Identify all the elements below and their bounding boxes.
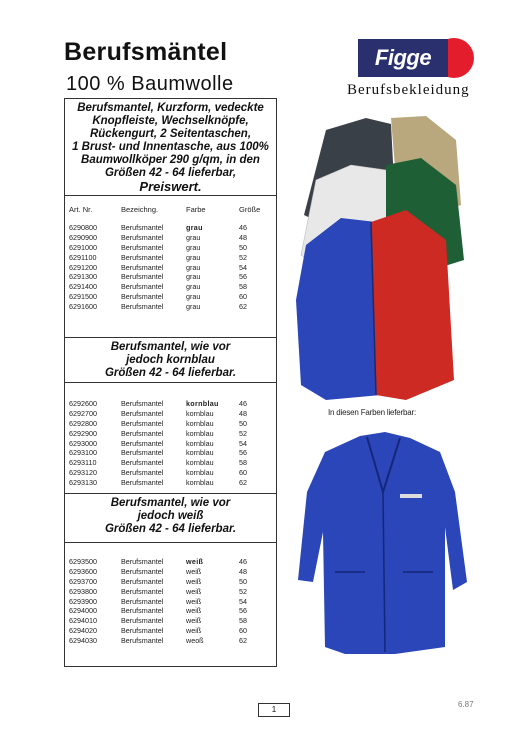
farbe-cell: grau [186,242,201,252]
groesse-cell: 62 [239,302,247,312]
section-description [65,493,276,543]
table-row [65,577,276,587]
art-nr-cell: 6290800 [69,223,97,232]
groesse-cell: 46 [239,399,247,408]
bezeichnung-cell: Berufsmantel [121,557,164,566]
farbe-cell: weiß [186,626,202,636]
table-row [65,636,276,646]
groesse-cell: 62 [239,478,247,488]
table-row [65,253,276,263]
bezeichnung-cell: Berufsmantel [121,606,164,616]
table-row [65,587,276,597]
coat-body [298,432,467,654]
table-row [65,597,276,607]
table-row [65,626,276,636]
desc-line: Baumwollköper 290 g/qm, in den [81,154,260,166]
groesse-cell: 52 [239,428,247,438]
desc-line: Berufsmantel, wie vor [110,497,231,509]
art-nr-cell: 6293700 [69,576,97,586]
art-nr-cell: 6294000 [69,606,97,616]
art-nr-cell: 6294020 [69,626,97,636]
table-row [65,282,276,292]
groesse-cell: 62 [239,636,247,646]
bezeichnung-cell: Berufsmantel [121,478,164,488]
brand-tagline: Berufsbekleidung [347,82,470,98]
table-row [65,223,276,233]
art-nr-cell: 6290900 [69,232,97,242]
groesse-cell: 54 [239,596,247,606]
page-subtitle: 100 % Baumwolle [66,73,234,95]
section-description [65,337,276,383]
table-header [65,203,276,217]
bezeichnung-cell: Berufsmantel [121,576,164,586]
bezeichnung-cell: Berufsmantel [121,448,164,458]
bezeichnung-cell: Berufsmantel [121,586,164,596]
art-nr-cell: 6291600 [69,302,97,312]
groesse-cell: 60 [239,292,247,302]
farbe-cell: kornblau [186,478,214,488]
farbe-cell: weiß [186,566,202,576]
bezeichnung-cell: Berufsmantel [121,566,164,576]
coat-red [371,210,454,400]
art-nr-cell: 6293000 [69,438,97,448]
col-farbe: Farbe [186,205,206,214]
groesse-cell: 48 [239,232,247,242]
table-row [65,292,276,302]
table-row [65,478,276,488]
art-nr-cell: 6293130 [69,478,97,488]
farbe-cell: kornblau [186,448,214,458]
logo-wordmark: Figge [358,39,448,77]
farbe-cell: weiß [186,606,202,616]
groesse-cell: 58 [239,458,247,468]
desc-line: Knopfleiste, Wechselknöpfe, [92,115,249,127]
groesse-cell: 50 [239,418,247,428]
groesse-cell: 48 [239,566,247,576]
farbe-cell: grau [186,302,201,312]
bezeichnung-cell: Berufsmantel [121,468,164,478]
table-row [65,468,276,478]
bezeichnung-cell: Berufsmantel [121,616,164,626]
desc-line: Größen 42 - 64 lieferbar. [104,367,237,379]
groesse-cell: 48 [239,408,247,418]
desc-highlight: Preiswert. [139,179,202,194]
bezeichnung-cell: Berufsmantel [121,418,164,428]
bezeichnung-cell: Berufsmantel [121,282,164,292]
groesse-cell: 60 [239,468,247,478]
table-row [65,429,276,439]
farbe-cell: grau [186,232,201,242]
coat-blue [296,218,381,400]
table-row [65,302,276,312]
pen-clip [400,494,422,498]
table-row [65,448,276,458]
desc-line: Größen 42 - 64 lieferbar, [104,167,237,179]
art-nr-cell: 6293900 [69,596,97,606]
groesse-cell: 58 [239,282,247,292]
table-row [65,567,276,577]
table-row [65,606,276,616]
bezeichnung-cell: Berufsmantel [121,242,164,252]
desc-line: 1 Brust- und Innentasche, aus 100% [72,141,269,153]
groesse-cell: 46 [239,223,247,232]
art-nr-cell: 6293110 [69,458,97,468]
bezeichnung-cell: Berufsmantel [121,458,164,468]
desc-line: Berufsmantel, Kurzform, vedeckte [77,102,264,114]
bezeichnung-cell: Berufsmantel [121,408,164,418]
col-art-nr: Art. Nr. [69,205,93,214]
art-nr-cell: 6292600 [69,399,97,408]
farbe-cell: grau [186,282,201,292]
table-row [65,233,276,243]
desc-line: Größen 42 - 64 lieferbar. [104,523,237,535]
groesse-cell: 58 [239,616,247,626]
farbe-cell: kornblau [186,428,214,438]
art-nr-cell: 6293600 [69,566,97,576]
table-row [65,458,276,468]
desc-line: jedoch weiß [137,510,204,522]
coat-colors-image [296,110,466,400]
farbe-cell: kornblau [186,418,214,428]
farbe-cell: weiß [186,586,202,596]
desc-line: Berufsmantel, wie vor [110,341,231,353]
groesse-cell: 54 [239,262,247,272]
product-rows [65,399,276,488]
farbe-cell: kornblau [186,408,214,418]
table-row [65,439,276,449]
groesse-cell: 56 [239,606,247,616]
art-nr-cell: 6292900 [69,428,97,438]
art-nr-cell: 6293800 [69,586,97,596]
col-groesse: Größe [239,205,261,214]
figge-logo [358,38,476,78]
art-nr-cell: 6293120 [69,468,97,478]
product-rows [65,557,276,646]
page-reference: 6.87 [458,700,474,709]
bezeichnung-cell: Berufsmantel [121,636,164,646]
groesse-cell: 46 [239,557,247,566]
farbe-cell: weiß [186,557,204,566]
bezeichnung-cell: Berufsmantel [121,292,164,302]
art-nr-cell: 6294030 [69,636,97,646]
table-row [65,409,276,419]
art-nr-cell: 6291400 [69,282,97,292]
groesse-cell: 52 [239,586,247,596]
art-nr-cell: 6292700 [69,408,97,418]
table-row [65,263,276,273]
bezeichnung-cell: Berufsmantel [121,626,164,636]
table-row [65,616,276,626]
bezeichnung-cell: Berufsmantel [121,302,164,312]
bezeichnung-cell: Berufsmantel [121,252,164,262]
art-nr-cell: 6292800 [69,418,97,428]
farbe-cell: weoß [186,636,204,646]
art-nr-cell: 6291000 [69,242,97,252]
bezeichnung-cell: Berufsmantel [121,223,164,232]
table-row [65,272,276,282]
farbe-cell: grau [186,272,201,282]
table-row [65,557,276,567]
farbe-cell: grau [186,252,201,262]
art-nr-cell: 6294010 [69,616,97,626]
table-row [65,399,276,409]
page-number: 1 [258,703,290,717]
groesse-cell: 50 [239,576,247,586]
groesse-cell: 60 [239,626,247,636]
farbe-cell: weiß [186,616,202,626]
art-nr-cell: 6291500 [69,292,97,302]
farbe-cell: kornblau [186,468,214,478]
product-panel [64,98,277,667]
bezeichnung-cell: Berufsmantel [121,272,164,282]
bezeichnung-cell: Berufsmantel [121,438,164,448]
groesse-cell: 56 [239,448,247,458]
groesse-cell: 50 [239,242,247,252]
farbe-cell: weiß [186,576,202,586]
art-nr-cell: 6291200 [69,262,97,272]
farbe-cell: kornblau [186,399,219,408]
groesse-cell: 56 [239,272,247,282]
table-row [65,419,276,429]
bezeichnung-cell: Berufsmantel [121,596,164,606]
image-caption: In diesen Farben lieferbar: [328,408,416,417]
col-bezeichnung: Bezeichng. [121,205,159,214]
farbe-cell: grau [186,292,201,302]
farbe-cell: weiß [186,596,202,606]
farbe-cell: grau [186,223,203,232]
farbe-cell: kornblau [186,438,214,448]
page-title: Berufsmäntel [64,38,228,66]
section-description [65,99,276,196]
table-row [65,243,276,253]
farbe-cell: kornblau [186,458,214,468]
bezeichnung-cell: Berufsmantel [121,399,164,408]
blue-coat-image [295,432,470,657]
bezeichnung-cell: Berufsmantel [121,428,164,438]
art-nr-cell: 6293500 [69,557,97,566]
desc-line: Rückengurt, 2 Seitentaschen, [89,128,252,140]
desc-line: jedoch kornblau [126,354,215,366]
art-nr-cell: 6291300 [69,272,97,282]
bezeichnung-cell: Berufsmantel [121,232,164,242]
groesse-cell: 52 [239,252,247,262]
bezeichnung-cell: Berufsmantel [121,262,164,272]
farbe-cell: grau [186,262,201,272]
art-nr-cell: 6293100 [69,448,97,458]
product-rows [65,223,276,312]
art-nr-cell: 6291100 [69,252,97,262]
groesse-cell: 54 [239,438,247,448]
